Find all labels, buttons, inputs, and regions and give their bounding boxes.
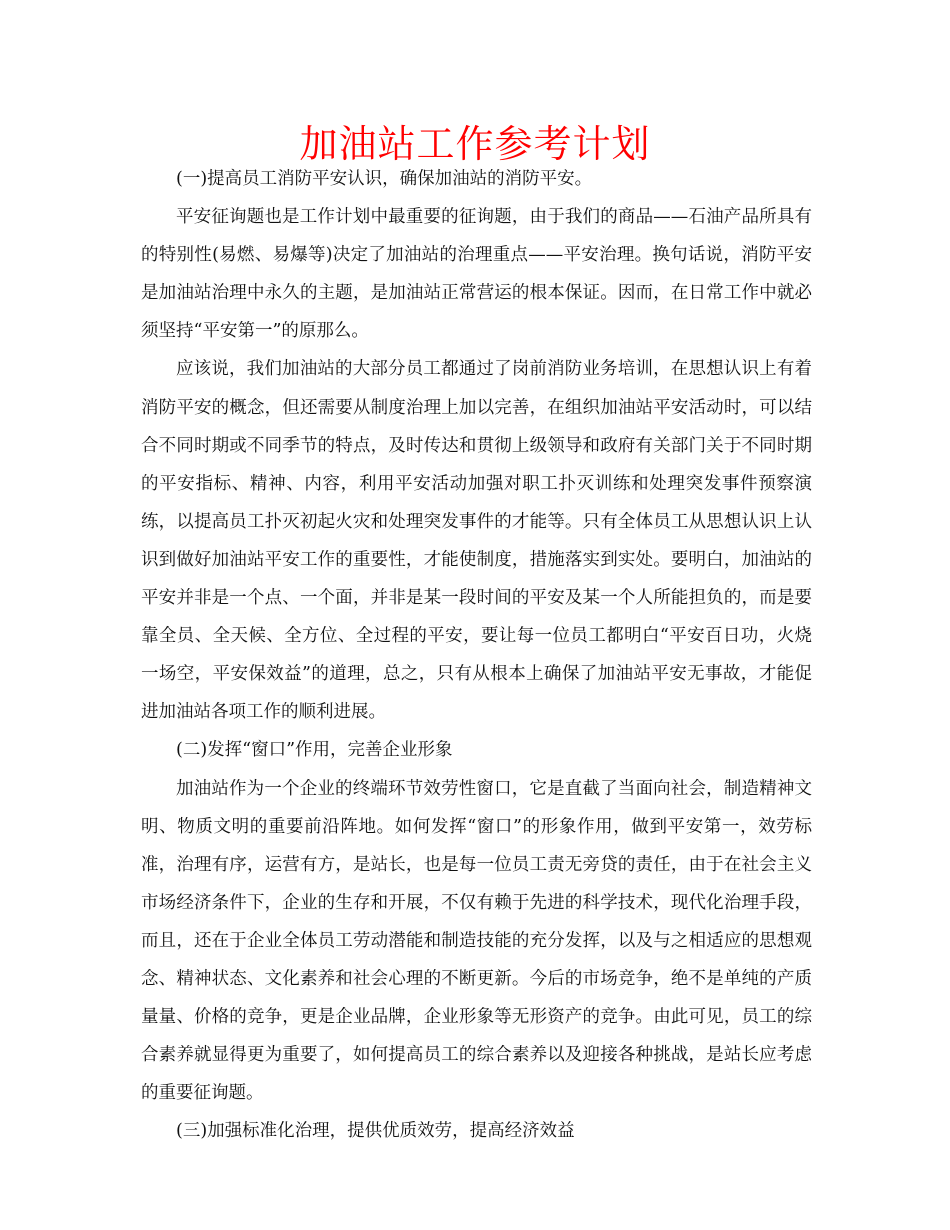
section-heading-1: (一)提高员工消防平安认识，确保加油站的消防平安。 (176, 169, 593, 189)
body-paragraph-1: 平安征询题也是工作计划中最重要的征询题，由于我们的商品——石油产品所具有的特别性(易燃、易爆等)决定了加油站的治理重点——平安治理。换句话说，消防平安是加油站治理中永久的主题，是加油站正常营运的根本保证。因而，在日常工作中就必须坚持“平安第一”的原那么。 (141, 207, 812, 342)
section-heading-3: (三)加强标准化治理，提供优质效劳，提高经济效益 (176, 1121, 575, 1142)
section-heading-2: (二)发挥“窗口”作用，完善企业形象 (176, 740, 453, 761)
body-paragraph-3: 加油站作为一个企业的终端环节效劳性窗口，它是直截了当面向社会，制造精神文明、物质文明的重要前沿阵地。如何发挥“窗口”的形象作用，做到平安第一，效劳标准，治理有序，运营有方，是站长，也是每一位员工责无旁贷的责任，由于在社会主义市场经济条件下，企业的生存和开展，不仅有赖于先进的科学技术，现代化治理手段，而且，还在于企业全体员工劳动潜能和制造技能的充分发挥，以及与之相适应的思想观念、精神状态、文化素养和社会心理的不断更新。今后的市场竞争，绝不是单纯的产质量量、价格的竞争，更是企业品牌，企业形象等无形资产的竞争。由此可见，员工的综合素养就显得更为重要了，如何提高员工的综合素养以及迎接各种挑战，是站长应考虑的重要征询题。 (141, 778, 812, 1104)
document-title: 加油站工作参考计划 (299, 122, 651, 166)
body-paragraph-2: 应该说，我们加油站的大部分员工都通过了岗前消防业务培训，在思想认识上有着消防平安的概念，但还需要从制度治理上加以完善，在组织加油站平安活动时，可以结合不同时期或不同季节的特点，及时传达和贯彻上级领导和政府有关部门关于不同时期的平安指标、精神、内容，利用平安活动加强对职工扑灭训练和处理突发事件预察演练，以提高员工扑灭初起火灾和处理突发事件的才能等。只有全体员工从思想认识上认识到做好加油站平安工作的重要性，才能使制度，措施落实到实处。要明白，加油站的平安并非是一个点、一个面，并非是某一段时间的平安及某一个人所能担负的，而是要靠全员、全天候、全方位、全过程的平安，要让每一位员工都明白“平安百日功，火烧一场空，平安保效益”的道理，总之，只有从根本上确保了加油站平安无事故，才能促进加油站各项工作的顺利进展。 (141, 359, 812, 723)
document-body (141, 160, 812, 1150)
